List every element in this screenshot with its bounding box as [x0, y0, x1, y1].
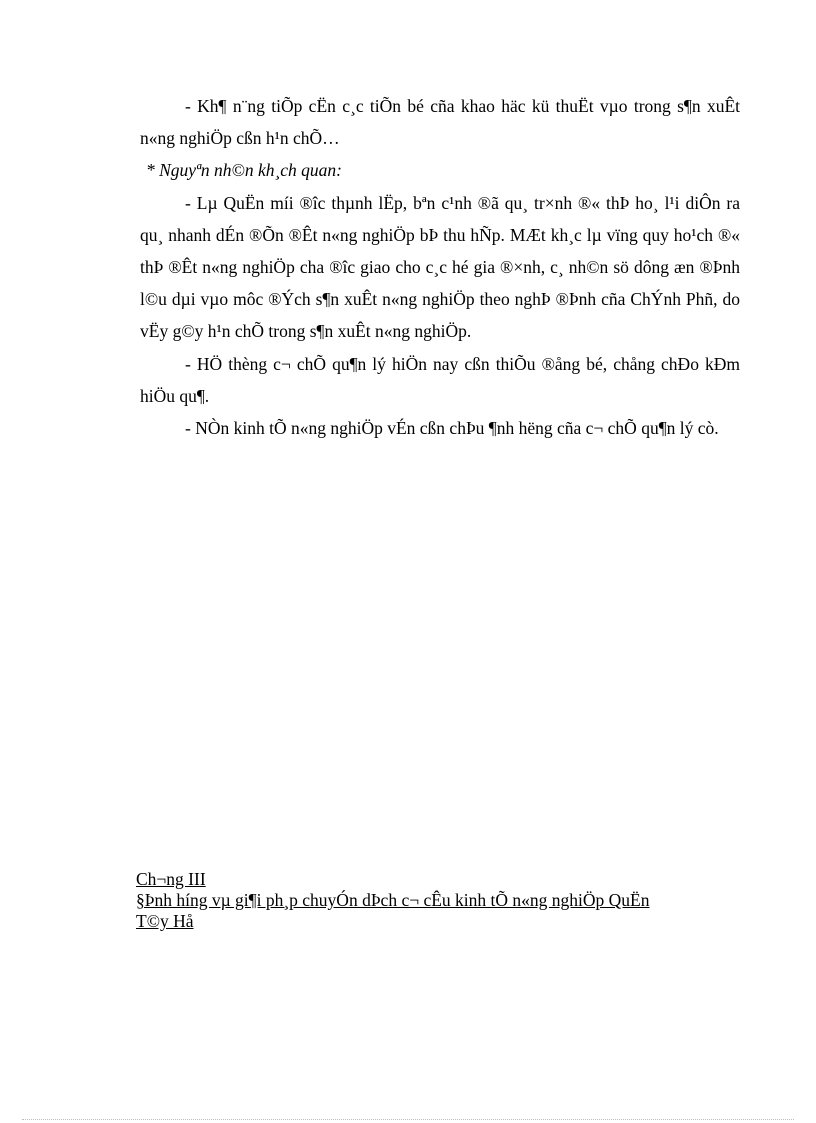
paragraph-management-system: - HÖ thèng c¬ chÕ qu¶n lý hiÖn nay cßn thiÕu ®ång bé, chång chÐo kÐm hiÖu qu¶. [140, 353, 740, 406]
page-bottom-divider [22, 1119, 794, 1120]
paragraph-agricultural-economy: - NÒn kinh tÕ n«ng nghiÖp vÉn cßn chÞu ¶nh hëng cña c¬ chÕ qu¶n lý cò. [185, 418, 719, 439]
body-text [140, 90, 740, 444]
chapter-heading [136, 869, 726, 932]
chapter-label: Ch¬ng III [136, 869, 206, 889]
chapter-title-line-2: T©y Hå [136, 911, 194, 931]
paragraph-new-district: - Lµ QuËn míi ®îc thµnh lËp, bªn c¹nh ®ã qu¸ tr×nh ®« thÞ ho¸ l¹i diÔn ra qu¸ nhanh dÉn ®Õn ®Êt n«ng nghiÖp bÞ thu hÑp. MÆt kh¸c lµ vïng quy ho¹ch ®« thÞ ®Êt n«ng nghiÖp cha ®îc giao cho c¸c hé gia ®×nh, c¸ nh©n sö dông æn ®Þnh l©u dµi vµo môc ®Ých s¶n xuÊt n«ng nghiÖp theo nghÞ ®Þnh cña ChÝnh Phñ, do vËy g©y h¹n chÕ trong s¶n xuÊt n«ng nghiÖp. [140, 192, 740, 342]
chapter-title-line-1: §Þnh híng vµ gi¶i ph¸p chuyÓn dÞch c¬ cÊu kinh tÕ n«ng nghiÖp QuËn [136, 890, 650, 910]
paragraph-limited-access: - Kh¶ n¨ng tiÕp cËn c¸c tiÕn bé cña khao häc kü thuËt vµo trong s¶n xuÊt n«ng nghiÖp cßn h¹n chÕ… [140, 96, 740, 149]
objective-causes-heading: * Nguyªn nh©n kh¸ch quan: [146, 160, 343, 181]
